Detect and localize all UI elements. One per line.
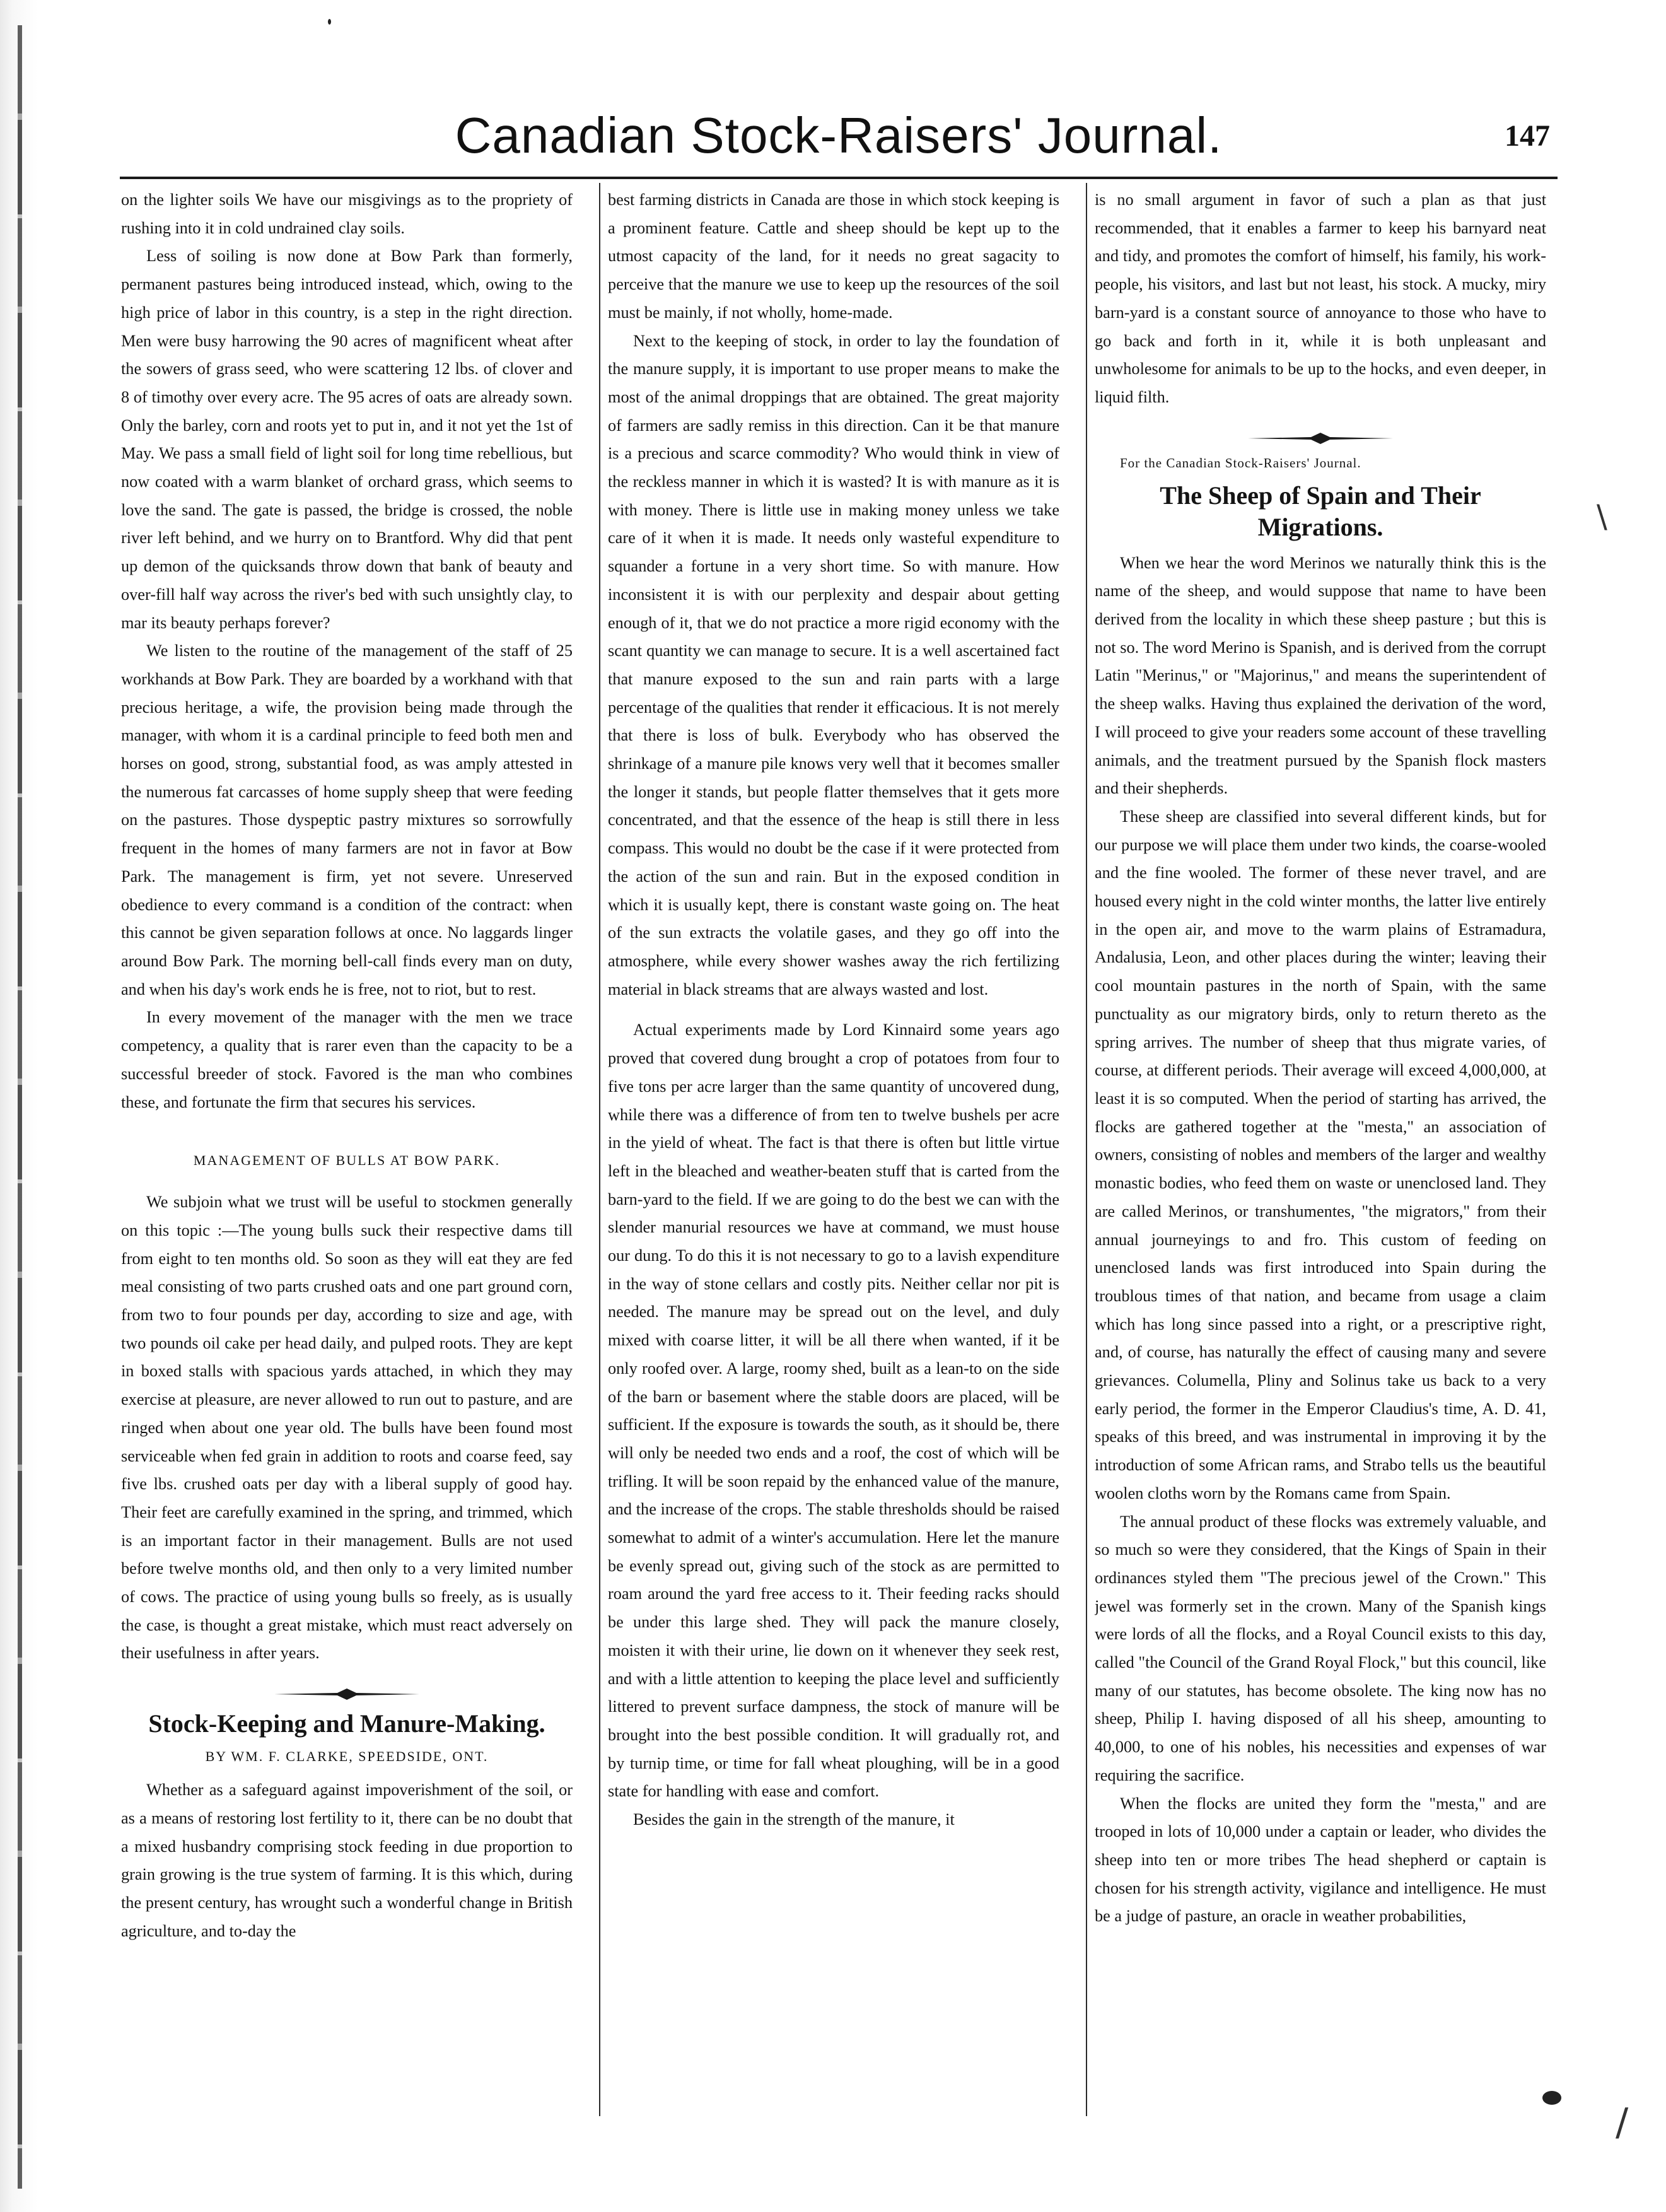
margin-stroke: \ bbox=[1597, 498, 1607, 535]
ornament-rule bbox=[274, 1687, 419, 1702]
column-2 bbox=[608, 186, 1059, 2129]
section-subhead: MANAGEMENT OF BULLS AT BOW PARK. bbox=[193, 1152, 501, 1169]
paragraph: Actual experiments made by Lord Kinnaird some years ago proved that covered dung brought a crop of potatoes from four to five tons per acre larger than the same quantity of uncovered dung, while there was a difference of from ten to twelve bushels per acre in the yield of wheat. The fact is that there is often but little virtue left in the bleached and weather-beaten stuff that is carted from the barn-yard to the field. If we are going to do the best we can with the slender manurial resources we have at command, we must house our dung. To do this it is not necessary to go to a lavish expenditure in the way of stone cellars and costly pits. Neither cellar nor pit is needed. The manure may be spread out on the level, and duly mixed with coarse litter, it will be all there when wanted, if it be only roofed over. A large, roomy shed, built as a lean-to on the side of the barn or basement where the stable doors are placed, will be sufficient. If the exposure is towards the south, as it should be, there will only be needed two ends and a roof, the cost of which will be trifling. It will be soon repaid by the enhanced value of the manure, and the increase of the crops. The stable thresholds should be raised somewhat to admit of a winter's accumulation. Here let the manure be evenly spread out, giving such of the stock as are permitted to roam around the yard free access to it. Their feeding racks should be under this large shed. They will pack the manure closely, moisten it with their urine, lie down on it whenever they seek rest, and with a little attention to keeping the place level and sufficiently littered to prevent surface dampness, the stock of manure will be brought into the best possible condition. It will gradually rot, and by turnip time, or time for fall wheat ploughing, will be in a good state for handling with ease and comfort. bbox=[608, 1021, 1059, 1801]
paragraph: is no small argument in favor of such a plan as that just recommended, that it enables a farmer to keep his barnyard neat and tidy, and promotes the comfort of himself, his family, his work-people, his visitors, and last but not least, his stock. A mucky, miry barn-yard is a constant source of annoyance to those who have to go back and forth in it, while it is both unpleasant and unwholesome for animals to be up to the hocks, and even deeper, in liquid filth. bbox=[1095, 190, 1546, 406]
column-3 bbox=[1095, 186, 1546, 2129]
byline: BY WM. F. CLARKE, SPEEDSIDE, ONT. bbox=[205, 1748, 489, 1765]
column-rule bbox=[599, 183, 600, 2116]
paragraph: Besides the gain in the strength of the manure, it bbox=[633, 1810, 955, 1829]
paragraph: on the lighter soils We have our misgivings as to the propriety of rushing into it in cold undrained clay soils. bbox=[121, 190, 573, 237]
paragraph: We listen to the routine of the management of the staff of 25 workhands at Bow Park. They are boarded by a workhand with that precious heritage, a wife, the provision being made through the manager, with whom it is a cardinal principle to feed both men and horses on good, strong, substantial food, as was amply attested in the numerous fat carcasses of home supply sheep that were feeding on the pastures. Those dyspeptic pastry mixtures so sorrowfully frequent in the homes of many farmers are not in favor at Bow Park. The management is firm, yet not severe. Unreserved obedience to every command is a condition of the contract: when this cannot be given separation follows at once. No laggards linger around Bow Park. The morning bell-call finds every man on duty, and when his day's work ends he is free, not to riot, but to rest. bbox=[121, 641, 573, 998]
paragraph: Less of soiling is now done at Bow Park than formerly, permanent pastures being introduced instead, which, owing to the high price of labor in this country, is a step in the right direction. Men were busy harrowing the 90 acres of magnificent wheat after the sowers of grass seed, who were scattering 12 lbs. of clover and 8 of timothy over every acre. The 95 acres of oats are already sown. Only the barley, corn and roots yet to put in, and it not yet the 1st of May. We pass a small field of light soil for long time rebellious, but now coated with a warm blanket of orchard grass, which seems to love the sand. The gate is passed, the bridge is crossed, the noble river left behind, and we hurry on to Brantford. Why did that pent up demon of the quicksands throw down that bank of beauty and over-fill half way across the river's bed with such unsightly clay, to mar its beauty perhaps forever? bbox=[121, 247, 573, 632]
paragraph: In every movement of the manager with the men we trace competency, a quality that is rarer even than the capacity to be a successful breeder of stock. Favored is the man who combines these, and fortunate the firm that secures his services. bbox=[121, 1008, 573, 1111]
column-1 bbox=[121, 186, 573, 2129]
paragraph: These sheep are classified into several different kinds, but for our purpose we will place them under two kinds, the coarse-wooled and the fine wooled. The former of these never travel, and are housed every night in the cold winter months, the latter live entirely in the open air, and move to the warm plains of Estramadura, Andalusia, Leon, and other places during the winter; leaving their cool mountain pastures in the north of Spain, with the same punctuality as our migratory birds, only to return thereto as the spring arrives. The number of sheep that thus migrate varies, of course, at different periods. Their average will exceed 4,000,000, at least it is so computed. When the period of starting has arrived, the flocks are gathered together at the "mesta," an association of owners, consisting of nobles and members of the larger and wealthy monastic bodies, who feed them on waste or unenclosed land. They are called Merinos, or transhumentes, "the migrators," from their annual journeyings to and fro. This custom of feeding on unenclosed lands was first introduced into Spain during the troublous times of that nation, and became from usage a claim which has long since passed into a right, or a prescriptive right, and, of course, has naturally the effect of causing many and severe grievances. Columella, Pliny and Solinus take us back to a very early period, the former in the Emperor Claudius's time, A. D. 41, speaks of this breed, and was instrumental in improving it by the introduction of some African rams, and Strabo tells us the beautiful woolen cloths worn by the Romans came from Spain. bbox=[1095, 807, 1546, 1502]
paragraph: Next to the keeping of stock, in order to lay the foundation of the manure supply, it is important to use proper means to make the most of the animal droppings that are obtained. The great majority of farmers are sadly remiss in this direction. Can it be that manure is a precious and scarce commodity? Who would think in view of the reckless manner in which it is wasted? It is with manure as it is with money. There is little use in making money unless we take care of it when it is made. It needs only wasteful expenditure to squander a fortune in a very short time. So with manure. How inconsistent it is with our perplexity and despair about getting enough of it, that we do not practice a more rigid economy with the scant quantity we can manage to secure. It is a well ascertained fact that manure exposed to the sun and rain parts with a large percentage of the qualities that render it efficacious. It is not merely that there is loss of bulk. Everybody who has observed the shrinkage of a manure pile knows very well that it becomes smaller the longer it stands, but people flatter themselves that it gets more concentrated, and that the essence of the heap is still there in less compass. This would no doubt be the case if it were protected from the action of the sun and rain. But in the exposed condition in which it is usually kept, there is constant waste going on. The heat of the sun extracts the volatile gases, and they go off into the atmosphere, while every shower washes away the rich fertilizing material in black streams that are always wasted and lost. bbox=[608, 331, 1059, 998]
article-title: Stock-Keeping and Manure-Making. bbox=[148, 1709, 545, 1738]
paragraph: We subjoin what we trust will be useful to stockmen generally on this topic :—The young bulls suck their respective dams till from eight to ten months old. So soon as they will eat they are fed meal consisting of two parts crushed oats and one part ground corn, from two to four pounds per day, according to size and age, with two pounds oil cake per head daily, and pulped roots. They are kept in boxed stalls with spacious yards attached, in which they may exercise at pleasure, are never allowed to run out to pasture, and are ringed when about one year old. The bulls have been found most serviceable when fed grain in addition to roots and coarse feed, say five lbs. crushed oats per day with a liberal supply of good hay. Their feet are carefully examined in the spring, and trimmed, which is an important factor in their management. Bulls are not used before twelve months old, and then only to a very limited number of cows. The practice of using young bulls so freely, as is usually the case, is thought a great mistake, which must react adversely on their usefulness in after years. bbox=[121, 1193, 573, 1663]
paragraph: When the flocks are united they form the "mesta," and are trooped in lots of 10,000 under a captain or leader, who divides the sheep into ten or more tribes The head shepherd or captain is chosen for his strength activity, vigilance and intelligence. He must be a judge of pasture, an oracle in weather probabilities, bbox=[1095, 1794, 1546, 1926]
ink-speck bbox=[328, 19, 331, 25]
paragraph: When we hear the word Merinos we naturally think this is the name of the sheep, and would suppose that name to have been derived from the locality in which these sheep pasture ; but this is not so. The word Merino is Spanish, and is derived from the corrupt Latin "Merinus," or "Majorinus," and means the superintendent of the sheep walks. Having thus explained the derivation of the word, I will proceed to give your readers some account of these travelling animals, and the treatment pursued by the Spanish flock masters and their shepherds. bbox=[1095, 553, 1546, 798]
binding-edge bbox=[18, 25, 22, 2189]
article-title: The Sheep of Spain and Their Migrations. bbox=[1160, 481, 1481, 541]
for-line: For the Canadian Stock-Raisers' Journal. bbox=[1120, 455, 1361, 471]
page-number: 147 bbox=[1505, 119, 1550, 153]
paragraph: The annual product of these flocks was extremely valuable, and so much so were they considered, that the Kings of Spain in their ordinances styled them "The precious jewel of the Crown." This jewel was formerly set in the crown. Many of the Spanish kings were lords of all the flocks, and a Royal Council exists to this day, called "the Council of the Grand Royal Flock," but this council, like many of our statutes, has become obsolete. The king now has no sheep, Philip I. having disposed of all his sheep, amounting to 40,000, to one of his nobles, his necessities and expenses of war requiring the sacrifice. bbox=[1095, 1512, 1546, 1784]
journal-title: Canadian Stock-Raisers' Journal. bbox=[455, 107, 1223, 163]
ornament-rule bbox=[1248, 431, 1393, 446]
masthead bbox=[120, 101, 1558, 179]
paragraph: Whether as a safeguard against impoverishment of the soil, or as a means of restoring lost fertility to it, there can be no doubt that a mixed husbandry comprising stock feeding in due proportion to grain growing is the true system of farming. It is this which, during the present century, has wrought such a wonderful change in British agriculture, and to-day the bbox=[121, 1781, 573, 1940]
column-rule bbox=[1086, 183, 1087, 2116]
paragraph: best farming districts in Canada are those in which stock keeping is a prominent feature. Cattle and sheep should be kept up to the utmost capacity of the land, for it needs no great sagacity to perceive that the manure we use to keep up the resources of the soil must be mainly, if not wholly, home-made. bbox=[608, 190, 1059, 322]
margin-stroke: / bbox=[1616, 2100, 1629, 2145]
